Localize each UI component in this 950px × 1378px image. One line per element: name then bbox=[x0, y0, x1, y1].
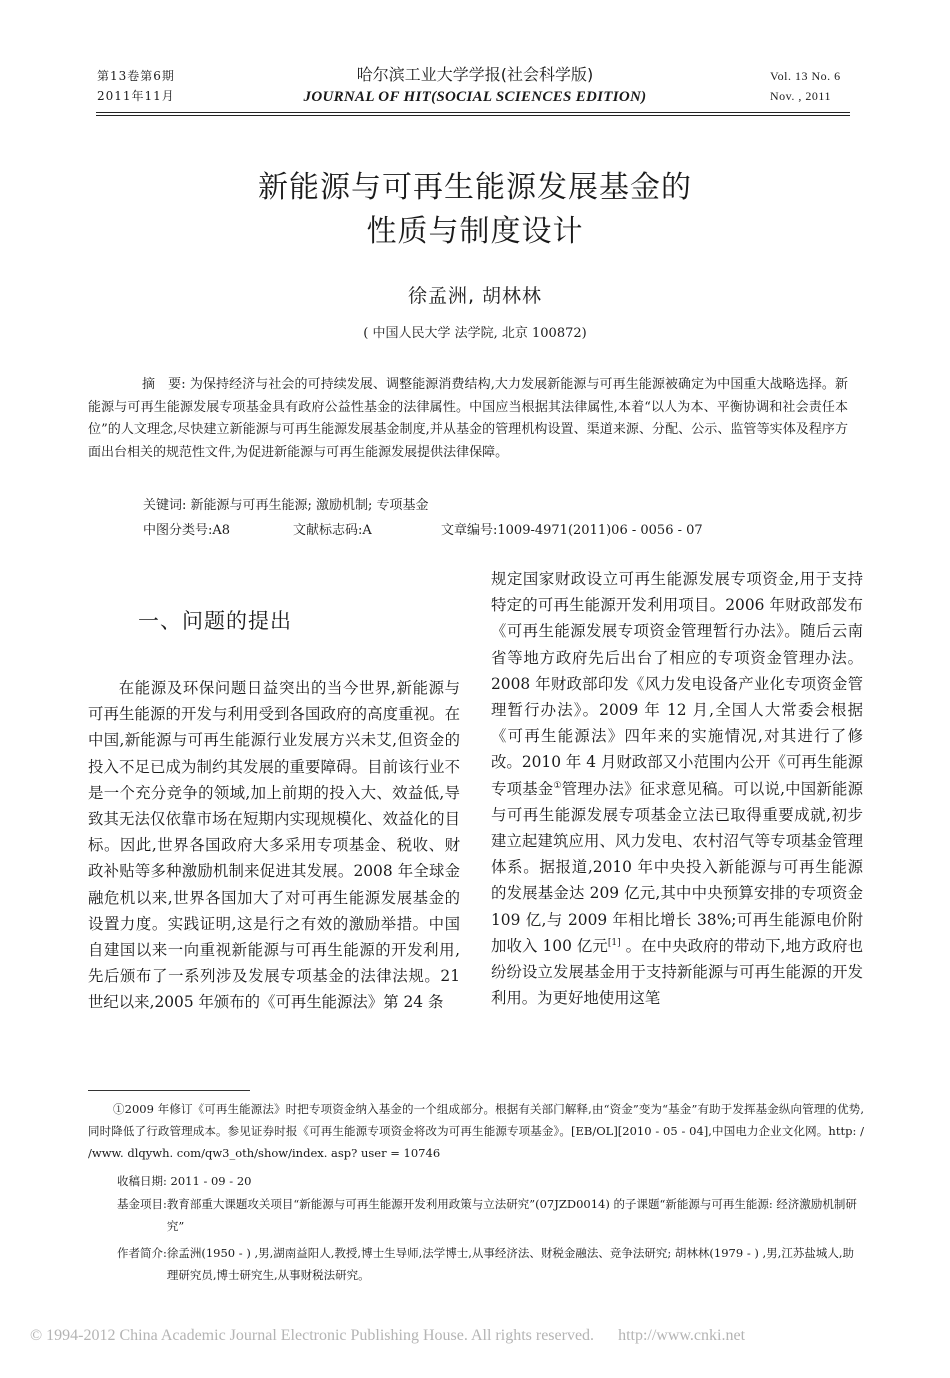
header-date: 2011年11月 bbox=[97, 89, 175, 103]
received-date: 收稿日期: 2011 - 09 - 20 bbox=[117, 1174, 252, 1188]
paper-title bbox=[100, 166, 850, 254]
doc-code bbox=[293, 521, 441, 541]
paper-authors: 徐孟洲, 胡林林 bbox=[407, 285, 543, 307]
clc-code bbox=[143, 521, 293, 541]
keywords-label: 关键词: bbox=[143, 498, 187, 513]
section-heading: 一、问题的提出 bbox=[138, 609, 292, 633]
author-bio-text: 徐孟洲(1950 - ) ,男,湖南益阳人,教授,博士生导师,法学博士,从事经济法、财税金融法、竞争法研究; 胡林林(1979 - ) ,男,江苏盐城人,助理研究员,博士研究生,从事财税法研究。 bbox=[166, 1246, 854, 1282]
footnote-divider bbox=[88, 1090, 250, 1091]
journal-name-cn: 哈尔滨工业大学学报(社会科学版) bbox=[356, 65, 594, 84]
copyright-text: © 1994-2012 China Academic Journal Electronic Publishing House. All rights reserved. bbox=[30, 1327, 595, 1344]
body-right-text-b: 管理办法》征求意见稿。可以说,中国新能源与可再生能源发展专项基金立法已取得重要成就,初步建立起建筑应用、风力发电、农村沼气等专项基金管理体系。据报道,2010 年中央投入新能源与可再生能源的发展基金达 209 亿元,其中中央预算安排的专项资金 109 亿,与 2009 年相比增长 38%;可再生能源电价附加收入 100 亿元 bbox=[491, 779, 863, 955]
header-volume-issue: 第13卷第6期 bbox=[97, 69, 175, 83]
author-bio-label: 作者简介: bbox=[117, 1246, 167, 1260]
fund-project bbox=[117, 1193, 862, 1237]
body-column-right bbox=[491, 566, 863, 1011]
fund-text: 教育部重大课题攻关项目“新能源与可再生能源开发利用政策与立法研究”(07JZD0014) 的子课题“新能源与可再生能源: 经济激励机制研究” bbox=[166, 1197, 857, 1233]
classification-line bbox=[143, 521, 703, 541]
header-rule-thick bbox=[96, 112, 850, 113]
article-number-value: 1009-4971(2011)06 - 0056 - 07 bbox=[497, 523, 703, 538]
paper-affiliation: ( 中国人民大学 法学院, 北京 100872) bbox=[363, 326, 587, 341]
journal-header bbox=[250, 64, 700, 108]
body-right-text-c: 。在中央政府的带动下,地方政府也纷纷设立发展基金用于支持新能源与可再生能源的开发利用。为更好地使用这笔 bbox=[491, 936, 863, 1008]
fund-label: 基金项目: bbox=[117, 1197, 167, 1211]
article-number bbox=[441, 521, 703, 541]
doc-code-label: 文献标志码: bbox=[293, 523, 363, 538]
header-issue-cn bbox=[97, 66, 257, 106]
body-column-left: 在能源及环保问题日益突出的当今世界,新能源与可再生能源的开发与利用受到各国政府的高度重视。在中国,新能源与可再生能源行业发展方兴未艾,但资金的投入不足已成为制约其发展的重要障碍。目前该行业不是一个充分竞争的领域,加上前期的投入大、效益低,导致其无法仅依靠市场在短期内实现规模化、效益化的目标。因此,世界各国政府大多采用专项基金、税收、财政补贴等多种激励机制来促进其发展。2008 年全球金融危机以来,世界各国加大了对可再生能源发展基金的设置力度。实践证明,这是行之有效的激励举措。中国自建国以来一向重视新能源与可再生能源的开发利用,先后颁布了一系列涉及发展专项基金的法律法规。21 世纪以来,2005 年颁布的《可再生能源法》第 24 条 bbox=[88, 679, 460, 1012]
doc-code-value: A bbox=[362, 523, 372, 538]
abstract-text: 为保持经济与社会的可持续发展、调整能源消费结构,大力发展新能源与可再生能源被确定为中国重大战略选择。新能源与可再生能源发展专项基金具有政府公益性基金的法律属性。中国应当根据其法律属性,本着“以人为本、平衡协调和社会责任本位”的人文理念,尽快建立新能源与可再生能源发展基金制度,并从基金的管理机构设置、渠道来源、分配、公示、监管等实体及程序方面出台相关的规范性文件,为促进新能源与可再生能源发展提供法律保障。 bbox=[88, 377, 848, 460]
paper-title-line1: 新能源与可再生能源发展基金的 bbox=[258, 170, 692, 205]
keywords-text: 新能源与可再生能源; 激励机制; 专项基金 bbox=[186, 498, 429, 513]
header-volume-issue-en: Vol. 13 No. 6 bbox=[770, 69, 841, 83]
paper-title-line2: 性质与制度设计 bbox=[366, 214, 584, 249]
keywords bbox=[143, 496, 429, 516]
abstract-label: 摘 要: bbox=[142, 377, 186, 392]
article-number-label: 文章编号: bbox=[441, 523, 498, 538]
clc-value: A8 bbox=[212, 523, 231, 538]
copyright-watermark bbox=[30, 1324, 930, 1348]
cnki-url[interactable]: http://www.cnki.net bbox=[618, 1327, 746, 1344]
header-rule-thin bbox=[96, 115, 850, 116]
citation-ref-1[interactable]: [1] bbox=[607, 937, 621, 948]
header-date-en: Nov. , 2011 bbox=[770, 89, 831, 103]
footnote-ref-1[interactable]: ① bbox=[553, 780, 562, 791]
body-right-text-a: 规定国家财政设立可再生能源发展专项资金,用于支持特定的可再生能源开发利用项目。2006 年财政部发布《可再生能源发展专项资金管理暂行办法》。随后云南省等地方政府先后出台了相应的专项资金管理办法。2008 年财政部印发《风力发电设备产业化专项资金管理暂行办法》。2009 年 12 月,全国人大常委会根据《可再生能源法》四年来的实施情况,对其进行了修改。2010 年 4 月财政部又小范围内公开《可再生能源专项基金 bbox=[491, 570, 863, 798]
author-bio bbox=[117, 1242, 862, 1286]
clc-label: 中图分类号: bbox=[143, 523, 213, 538]
footnote-1: ①2009 年修订《可再生能源法》时把专项资金纳入基金的一个组成部分。根据有关部门解释,由“资金”变为“基金”有助于发挥基金纵向管理的优势,同时降低了行政管理成本。参见证券时报《可再生能源专项资金将改为可再生能源专项基金》。[EB/OL][2010 - 05 - 04],中国电力企业文化网。http: / /www. dlqywh. com/qw3_oth/show/index. asp? user = 10746 bbox=[88, 1102, 864, 1160]
abstract bbox=[88, 374, 848, 464]
journal-name-en: JOURNAL OF HIT(SOCIAL SCIENCES EDITION) bbox=[303, 89, 647, 105]
header-issue-en bbox=[770, 66, 890, 106]
